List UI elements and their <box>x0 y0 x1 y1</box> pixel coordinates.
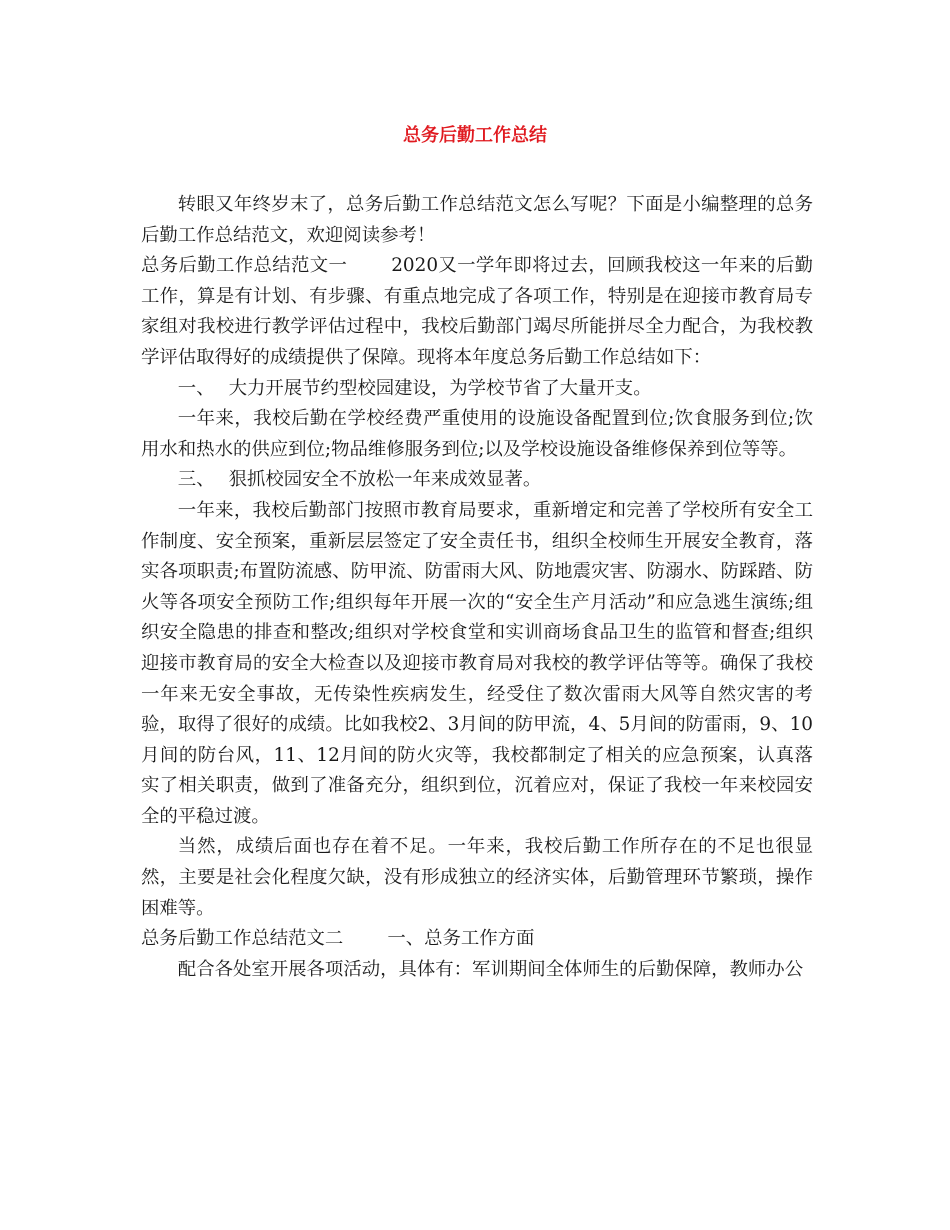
sample2-paragraph-text: 配合各处室开展各项活动，具体有：军训期间全体师生的后勤保障，教师办公 <box>177 958 804 980</box>
sample2-paragraph <box>141 924 813 955</box>
section3-heading-paragraph <box>141 465 813 496</box>
section3-number: 三、 <box>177 469 215 491</box>
intro-paragraph: 转眼又年终岁末了，总务后勤工作总结范文怎么写呢？下面是小编整理的总务后勤工作总结范文，欢迎阅读参考！ <box>141 194 813 246</box>
sample1-text: 2020又一学年即将过去，回顾我校这一年来的后勤工作，算是有计划、有步骤、有重点地完成了各项工作，特别是在迎接市教育局专家组对我校进行教学评估过程中，我校后勤部门竭尽所能拼尽全力配合，为我校教学评估取得好的成绩提供了保障。现将本年度总务后勤工作总结如下： <box>141 255 813 368</box>
sample2-label: 总务后勤工作总结范文二 <box>141 928 344 950</box>
section1-heading-paragraph <box>141 374 813 405</box>
sample1-label: 总务后勤工作总结范文一 <box>141 255 348 277</box>
document-title: 总务后勤工作总结 <box>403 125 547 146</box>
shortcoming-paragraph: 当然，成绩后面也存在着不足。一年来，我校后勤工作所存在的不足也很显然，主要是社会化程度欠缺，没有形成独立的经济实体，后勤管理环节繁琐，操作困难等。 <box>141 836 813 919</box>
sample1-paragraph <box>141 251 813 373</box>
sample2-heading: 一、总务工作方面 <box>387 928 535 950</box>
section1-heading: 大力开展节约型校园建设，为学校节省了大量开支。 <box>228 377 652 399</box>
section3-paragraph: 一年来，我校后勤部门按照市教育局要求，重新增定和完善了学校所有安全工作制度、安全预案，重新层层签定了安全责任书，组织全校师生开展安全教育，落实各项职责;布置防流感、防甲流、防雷雨大风、防地震灾害、防溺水、防踩踏、防火等各项安全预防工作;组织每年开展一次的“安全生产月活动”和应急逃生演练;组织安全隐患的排查和整改;组织对学校食堂和实训商场食品卫生的监管和督查;组织迎接市教育局的安全大检查以及迎接市教育局对我校的教学评估等等。确保了我校一年来无安全事故，无传染性疾病发生，经受住了数次雷雨大风等自然灾害的考验，取得了很好的成绩。比如我校2、3月间的防甲流，4、5月间的防雷雨，9、10月间的防台风，11、12月间的防火灾等，我校都制定了相关的应急预案，认真落实了相关职责，做到了准备充分，组织到位，沉着应对，保证了我校一年来校园安全的平稳过渡。 <box>141 499 813 827</box>
section1-paragraph: 一年来，我校后勤在学校经费严重使用的设施设备配置到位;饮食服务到位;饮用水和热水的供应到位;物品维修服务到位;以及学校设施设备维修保养到位等等。 <box>141 408 813 460</box>
document-body <box>141 190 813 985</box>
section3-heading: 狠抓校园安全不放松一年来成效显著。 <box>228 469 542 491</box>
section1-number: 一、 <box>177 377 215 399</box>
